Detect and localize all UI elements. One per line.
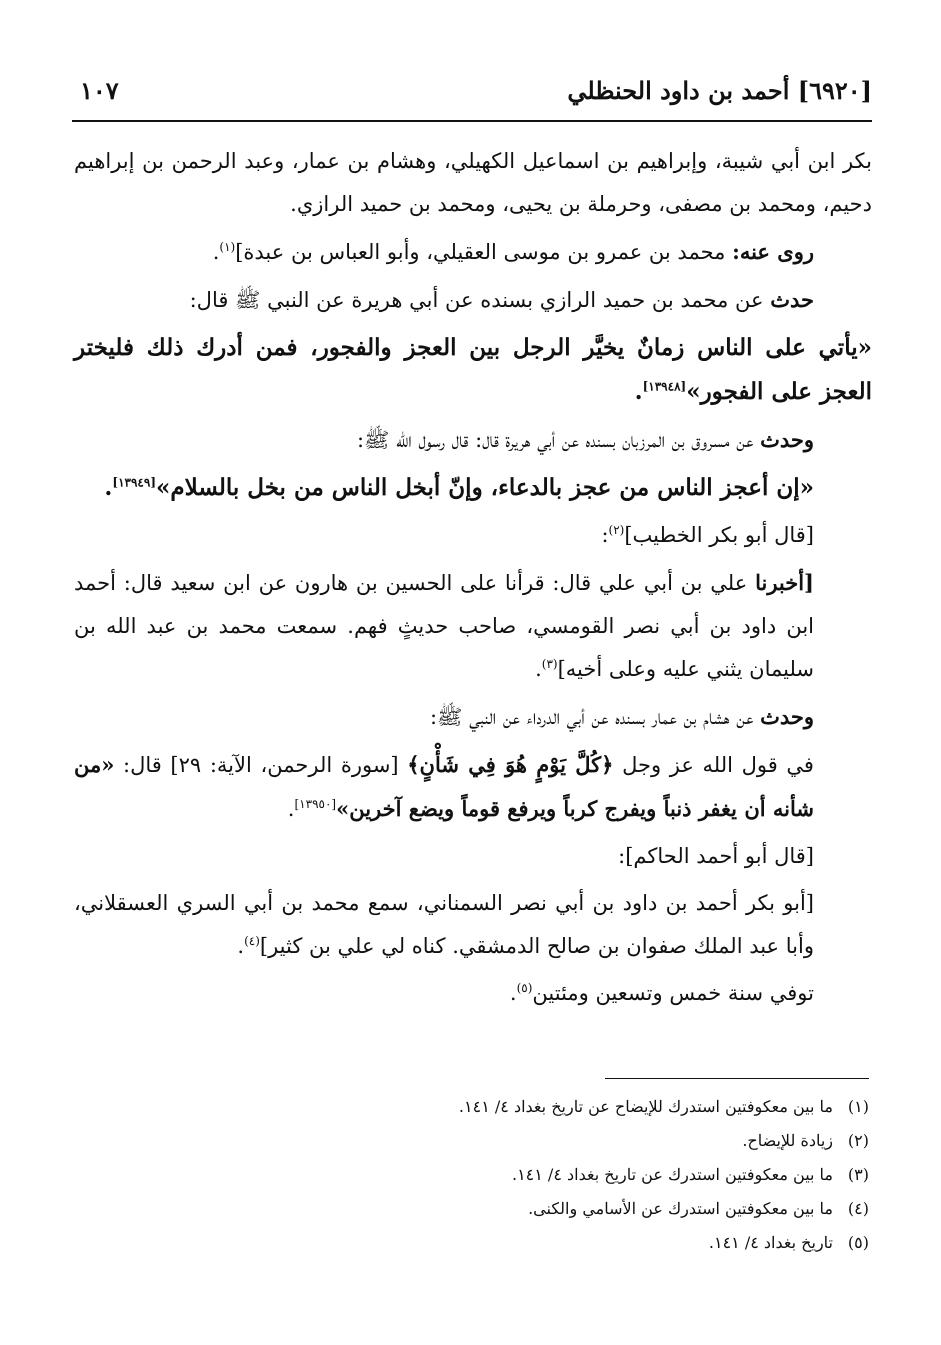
footnote-rule [605,1078,869,1079]
paragraph-text: عن مسروق بن المرزبان بسنده عن أبي هريرة قال: قال رسول الله ﷺ: [356,428,761,452]
hadith-text-1 [74,326,872,414]
punctuation: . [212,240,220,264]
paragraph-khatib [74,514,872,557]
header-title: [٦٩٢٠] أحمد بن داود الحنظلي [567,76,872,105]
footnote-item [69,1124,869,1158]
main-text [74,140,872,1019]
footnote-item [69,1192,869,1226]
punctuation: . [104,474,113,501]
paragraph-text: بكر ابن أبي شيبة، وإبراهيم بن اسماعيل الكهيلي، وهشام بن عمار، وعبد الرحمن بن إبراهيم دحيم، ومحمد بن مصفى، وحرملة بن يحيى، ومحمد بن حميد الرازي. [74,149,872,216]
footnote-text: زيادة للإيضاح. [742,1131,833,1150]
paragraph-students-list [74,140,872,226]
lead-word: حدث [770,287,814,312]
paragraph-hadith-intro-1 [74,278,872,322]
paragraph-text: علي بن أبي علي قال: قرأنا على الحسين بن هارون عن ابن سعيد قال: أحمد ابن داود بن أبي نصر القومسي، صاحب حديثٍ فهم. سمعت محمد بن عبد الله بن سليمان يثني عليه وعلى أخيه] [74,571,814,681]
paragraph-text: عن محمد بن حميد الرازي بسنده عن أبي هريرة عن النبي ﷺ قال: [189,288,771,312]
lead-word: وحدث [760,704,814,729]
footnote-number: (٣) [847,1165,869,1184]
footnote-item [69,1158,869,1192]
paragraph-hakim [74,835,872,878]
lead-word: [أخبرنا [755,570,814,595]
footnote-text: ما بين معكوفتين استدرك للإيضاح عن تاريخ بغداد ٤/ ١٤١. [458,1097,833,1116]
hadith-number: [١٣٩٤٩] [112,475,156,490]
footnote-ref: (١) [219,240,236,254]
paragraph-text: محمد بن عمرو بن موسى العقيلي، وأبو العباس بن عبدة] [235,240,733,264]
footnote-item [69,1090,869,1124]
footnote-ref: (٣) [541,657,558,671]
paragraph-hadith-intro-3 [74,695,872,739]
hadith-quote: «إن أعجز الناس من عجز بالدعاء، وإنّ أبخل الناس من بخل بالسلام» [156,474,814,501]
punctuation: . [509,981,517,1005]
footnote-number: (٥) [847,1233,869,1252]
hadith-quote: «يأتي على الناس زمانٌ يخيَّر الرجل بين العجز والفجور، فمن أدرك ذلك فليختر العجز على الفجور» [74,334,872,405]
punctuation: : [601,523,609,547]
footnote-ref: (٢) [608,523,625,537]
footnote-text: تاريخ بغداد ٤/ ١٤١. [708,1233,833,1252]
paragraph-quran-verse [74,743,872,831]
lead-word: روى عنه: [732,239,814,264]
hadith-text-2 [74,466,872,510]
paragraph-text: [أبو بكر أحمد بن داود بن أبي نصر السمناني، سمع محمد بن أبي السري العسقلاني، وأبا عبد الملك صفوان بن صالح الدمشقي. كناه لي علي بن كثير] [74,891,814,958]
footnotes [69,1090,869,1260]
footnote-item [69,1226,869,1260]
paragraph-hadith-intro-2 [74,418,872,462]
quran-verse: ﴿كُلَّ يَوْمٍ هُوَ فِي شَأْنٍ﴾ [407,752,614,777]
paragraph-text: [قال أبو أحمد الحاكم]: [618,844,814,868]
footnote-number: (١) [847,1097,869,1116]
paragraph-text: [سورة الرحمن، الآية: ٢٩] قال: [114,753,408,777]
paragraph-death-date [74,972,872,1015]
paragraph-text: [قال أبو بكر الخطيب] [624,523,814,547]
header-rule [72,120,872,122]
punctuation: . [237,934,245,958]
paragraph-text: توفي سنة خمس وتسعين ومئتين [532,981,814,1005]
footnote-text: ما بين معكوفتين استدرك عن تاريخ بغداد ٤/ ١٤١. [511,1165,833,1184]
hadith-quote: «من شأنه أن يغفر ذنباً ويفرج كرباً ويرفع قوماً ويضع آخرين» [74,752,814,821]
punctuation: . [634,378,643,405]
footnote-number: (٢) [847,1131,869,1150]
paragraph-text: في قول الله عز وجل [613,753,814,777]
punctuation: . [287,797,295,821]
running-header [72,72,872,112]
footnote-text: ما بين معكوفتين استدرك عن الأسامي والكنى. [528,1199,833,1218]
footnote-number: (٤) [847,1199,869,1218]
footnote-ref: (٥) [516,981,533,995]
punctuation: . [535,657,542,681]
footnote-ref: (٤) [244,934,260,948]
hadith-number: [١٣٩٤٨] [642,379,687,394]
paragraph-text: عن هشام بن عمار بسنده عن أبي الدرداء عن النبي ﷺ: [429,705,761,729]
paragraph-akhbarana [74,561,872,691]
paragraph-biography [74,882,872,968]
paragraph-narrated-from-him [74,230,872,274]
hadith-number: [١٣٩٥٠] [294,797,337,811]
page-number: ١٠٧ [80,76,119,105]
lead-word: وحدث [760,427,814,452]
